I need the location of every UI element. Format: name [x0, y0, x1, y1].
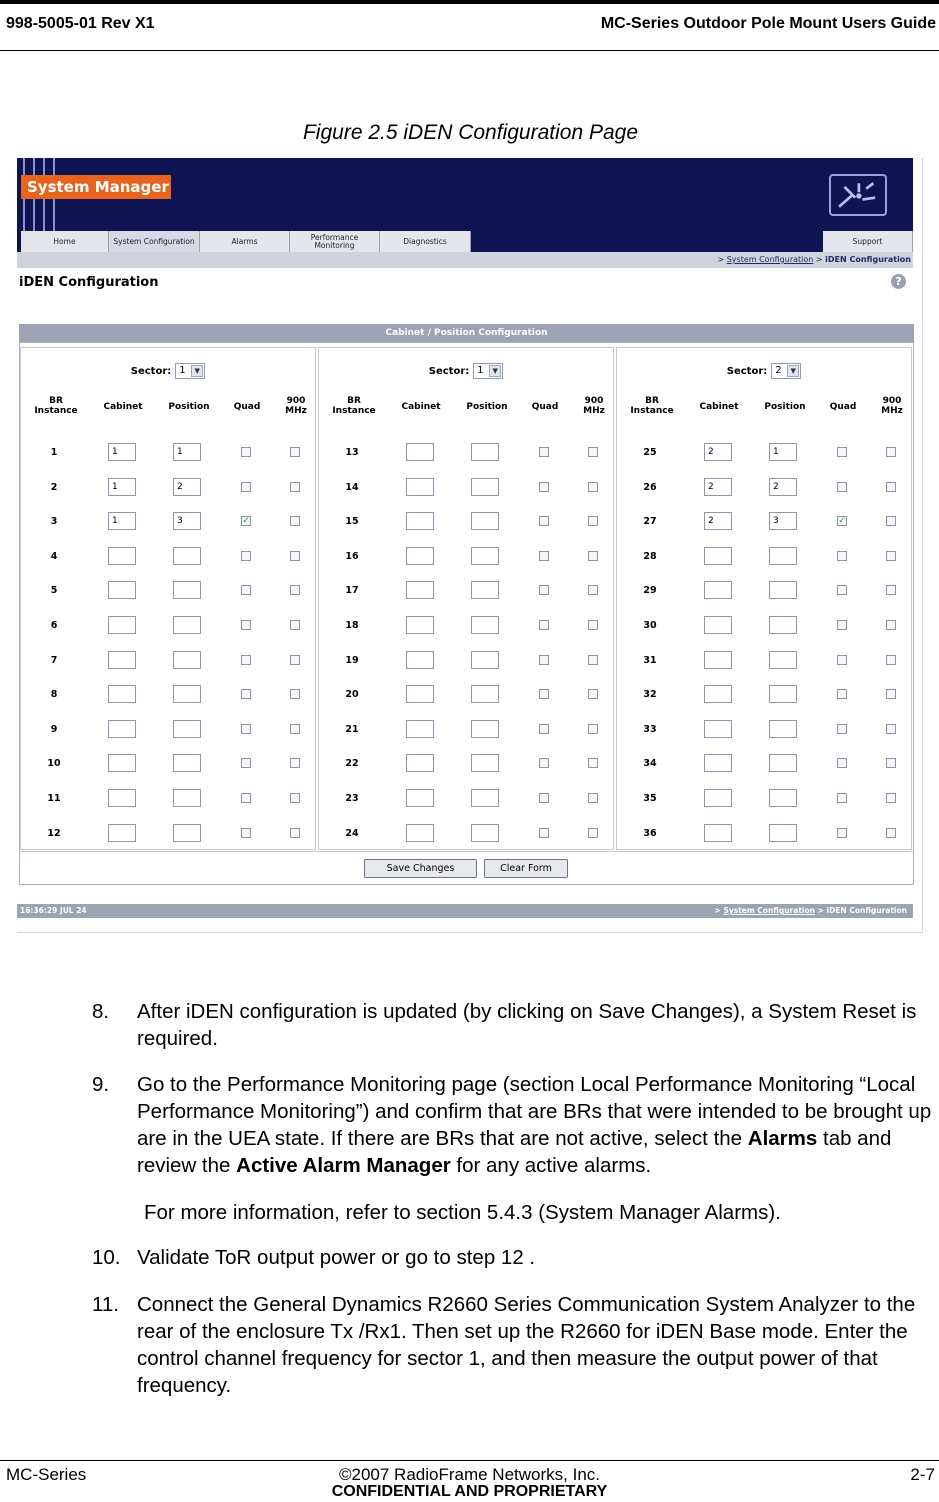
quad-checkbox[interactable]	[241, 551, 251, 561]
quad-checkbox[interactable]	[539, 793, 549, 803]
br-instance-number: 2	[50, 481, 58, 493]
cabinet-input[interactable]	[704, 685, 732, 703]
quad-checkbox[interactable]	[837, 655, 847, 665]
900-mhz-checkbox[interactable]	[588, 793, 598, 803]
cabinet-input[interactable]	[406, 581, 434, 599]
step-text-part: tab and review the	[137, 1127, 892, 1177]
chevron-down-icon: ▼	[787, 365, 799, 377]
quad-checkbox[interactable]	[539, 482, 549, 492]
sector-header-1	[20, 347, 316, 433]
quad-checkbox[interactable]	[241, 585, 251, 595]
quad-checkbox[interactable]: ✓	[838, 516, 846, 527]
column-header-position: Position	[168, 402, 210, 412]
br-instance-number: 9	[50, 723, 58, 735]
position-input[interactable]	[471, 478, 499, 496]
900-mhz-checkbox[interactable]	[290, 758, 300, 768]
column-header-quad: Quad	[531, 402, 559, 412]
breadcrumb: > System Configuration > iDEN Configuration	[17, 252, 913, 268]
help-icon[interactable]: ?	[891, 274, 906, 289]
position-input[interactable]	[769, 581, 797, 599]
config-panel	[19, 342, 914, 885]
quad-checkbox[interactable]	[837, 551, 847, 561]
900-mhz-checkbox[interactable]	[886, 447, 896, 457]
sector-select[interactable]: 1 ▼	[175, 363, 205, 379]
doc-id: 998-5005-01 Rev X1	[6, 15, 155, 32]
br-instance-number: 14	[345, 481, 359, 493]
position-input[interactable]	[173, 616, 201, 634]
quad-checkbox[interactable]	[837, 482, 847, 492]
quad-checkbox[interactable]	[837, 793, 847, 803]
quad-checkbox[interactable]	[539, 516, 549, 526]
column-header-br-instance: BR Instance	[34, 396, 78, 416]
sector-label: Sector: 1 ▼	[319, 363, 613, 379]
quad-checkbox[interactable]	[837, 620, 847, 630]
column-header-position: Position	[466, 402, 508, 412]
tab-diagnostics[interactable]: Diagnostics	[380, 231, 471, 252]
step-text-part: Go to the Performance Monitoring page (section Local Performance Monitoring “Local Performance Monitoring”) and confirm that are BRs that were intended to be brought up are in the UEA state. If there are BRs that are not active, select the	[137, 1073, 932, 1150]
br-instance-number: 34	[643, 758, 657, 770]
position-input[interactable]	[471, 581, 499, 599]
900-mhz-checkbox[interactable]	[290, 655, 300, 665]
footer-confidential: CONFIDENTIAL AND PROPRIETARY	[331, 1483, 608, 1500]
900-mhz-checkbox[interactable]	[290, 620, 300, 630]
position-input[interactable]	[173, 581, 201, 599]
quad-checkbox[interactable]	[241, 620, 251, 630]
position-input[interactable]	[471, 720, 499, 738]
quad-checkbox[interactable]	[241, 689, 251, 699]
header-rule	[0, 50, 939, 51]
900-mhz-checkbox[interactable]	[588, 447, 598, 457]
tab-performance-monitoring[interactable]: Performance Monitoring	[290, 231, 380, 252]
position-input[interactable]: 2	[769, 478, 797, 496]
900-mhz-checkbox[interactable]	[886, 758, 896, 768]
cabinet-input[interactable]	[406, 789, 434, 807]
footer-rule	[0, 1460, 939, 1461]
cabinet-input[interactable]	[704, 824, 732, 842]
sector-select[interactable]: 2 ▼	[771, 363, 801, 379]
900-mhz-checkbox[interactable]	[290, 516, 300, 526]
position-input[interactable]	[471, 789, 499, 807]
br-instance-number: 8	[50, 689, 58, 701]
br-instance-number: 28	[643, 550, 657, 562]
quad-checkbox[interactable]	[837, 689, 847, 699]
save-changes-button[interactable]: Save Changes	[364, 859, 477, 878]
app-banner	[17, 158, 913, 231]
cabinet-input[interactable]	[406, 616, 434, 634]
note-text: For more information, refer to section 5.4.3 (System Manager Alarms).	[144, 1201, 781, 1224]
br-instance-number: 30	[643, 620, 657, 631]
900-mhz-checkbox[interactable]	[290, 447, 300, 457]
breadcrumb-current: iDEN Configuration	[825, 255, 911, 264]
position-input[interactable]	[173, 685, 201, 703]
status-timestamp: 16:36:29 JUL 24	[20, 906, 87, 915]
figure-caption: Figure 2.5 iDEN Configuration Page	[302, 121, 638, 144]
position-input[interactable]: 2	[173, 478, 201, 496]
column-header-position: Position	[764, 402, 806, 412]
900-mhz-checkbox[interactable]	[886, 585, 896, 595]
br-instance-number: 4	[50, 550, 58, 562]
clear-form-button[interactable]: Clear Form	[484, 859, 568, 878]
900-mhz-checkbox[interactable]	[886, 551, 896, 561]
status-breadcrumb: > System Configuration > iDEN Configuration	[714, 906, 907, 915]
cabinet-input[interactable]: 2	[704, 512, 732, 530]
quad-checkbox[interactable]: ✓	[242, 516, 250, 527]
screenshot	[17, 158, 923, 933]
cabinet-input[interactable]	[108, 616, 136, 634]
br-instance-number: 33	[643, 723, 657, 735]
br-instance-number: 25	[643, 447, 657, 458]
column-header-br-instance: BR Instance	[332, 396, 376, 416]
cabinet-input[interactable]	[406, 651, 434, 669]
cabinet-input[interactable]: 1	[108, 443, 136, 461]
nav-tabs	[17, 231, 913, 252]
900-mhz-checkbox[interactable]	[886, 482, 896, 492]
position-input[interactable]	[471, 443, 499, 461]
tab-system-configuration[interactable]: System Configuration	[109, 231, 200, 252]
position-input[interactable]	[769, 685, 797, 703]
position-input[interactable]	[471, 512, 499, 530]
step-10-text	[137, 1244, 937, 1271]
cabinet-input[interactable]: 1	[108, 512, 136, 530]
position-input[interactable]	[471, 651, 499, 669]
br-instance-number: 24	[345, 827, 359, 839]
position-input[interactable]	[769, 824, 797, 842]
br-instance-number: 31	[643, 654, 657, 666]
footer-left: MC-Series	[6, 1465, 87, 1484]
position-input[interactable]	[769, 616, 797, 634]
br-instance-number: 21	[345, 723, 359, 735]
900-mhz-checkbox[interactable]	[588, 585, 598, 595]
quad-checkbox[interactable]	[241, 724, 251, 734]
step-8-text	[137, 998, 937, 1052]
column-header-quad: Quad	[829, 402, 857, 412]
step-text-part: Validate ToR output power or go to step 12 .	[137, 1246, 536, 1269]
column-header-900-mhz: 900 MHz	[583, 396, 605, 416]
900-mhz-checkbox[interactable]	[886, 516, 896, 526]
step-text-part: Alarms	[747, 1127, 818, 1150]
sector-header-2	[318, 347, 614, 433]
900-mhz-checkbox[interactable]	[290, 585, 300, 595]
quad-checkbox[interactable]	[539, 655, 549, 665]
column-header-br-instance: BR Instance	[630, 396, 674, 416]
position-input[interactable]	[769, 651, 797, 669]
cabinet-input[interactable]	[704, 581, 732, 599]
br-instance-number: 19	[345, 654, 359, 666]
cabinet-input[interactable]	[406, 824, 434, 842]
quad-checkbox[interactable]	[539, 551, 549, 561]
br-instance-number: 15	[345, 516, 359, 528]
position-input[interactable]	[173, 547, 201, 565]
sector-body-3	[616, 433, 912, 850]
quad-checkbox[interactable]	[241, 482, 251, 492]
position-input[interactable]	[769, 789, 797, 807]
br-instance-number: 32	[643, 689, 657, 701]
button-row	[19, 851, 914, 885]
sector-label: Sector: 2 ▼	[617, 363, 911, 379]
quad-checkbox[interactable]	[539, 724, 549, 734]
position-input[interactable]: 3	[769, 512, 797, 530]
br-instance-number: 35	[643, 793, 657, 804]
cabinet-input[interactable]	[108, 685, 136, 703]
900-mhz-checkbox[interactable]	[290, 828, 300, 838]
cabinet-input[interactable]	[108, 581, 136, 599]
position-input[interactable]	[173, 754, 201, 772]
cabinet-input[interactable]	[704, 651, 732, 669]
sector-label: Sector: 1 ▼	[21, 363, 315, 379]
br-instance-number: 10	[47, 758, 61, 770]
900-mhz-checkbox[interactable]	[588, 551, 598, 561]
quad-checkbox[interactable]	[241, 758, 251, 768]
900-mhz-checkbox[interactable]	[290, 724, 300, 734]
step-text-part: Connect the General Dynamics R2660 Series Communication System Analyzer to the rear of the enclosure Tx /Rx1. Then set up the R2660 for iDEN Base mode. Enter the control channel frequency for sector 1, and then measure the output power of that frequency.	[137, 1293, 916, 1397]
900-mhz-checkbox[interactable]	[588, 724, 598, 734]
position-input[interactable]	[471, 547, 499, 565]
cabinet-input[interactable]	[704, 616, 732, 634]
br-instance-number: 17	[345, 585, 359, 597]
column-header-cabinet: Cabinet	[103, 402, 143, 412]
status-bar	[17, 904, 913, 918]
position-input[interactable]	[173, 651, 201, 669]
column-header-900-mhz: 900 MHz	[881, 396, 903, 416]
position-input[interactable]	[471, 616, 499, 634]
cabinet-input[interactable]	[108, 754, 136, 772]
section-title: Cabinet / Position Configuration	[19, 324, 914, 342]
cabinet-input[interactable]: 1	[108, 478, 136, 496]
step-text-part: for any active alarms.	[450, 1154, 652, 1177]
quad-checkbox[interactable]	[241, 828, 251, 838]
900-mhz-checkbox[interactable]	[886, 724, 896, 734]
900-mhz-checkbox[interactable]	[290, 689, 300, 699]
br-instance-number: 3	[50, 516, 58, 528]
br-instance-number: 20	[345, 689, 359, 701]
quad-checkbox[interactable]	[837, 758, 847, 768]
cabinet-input[interactable]	[108, 651, 136, 669]
position-input[interactable]	[173, 789, 201, 807]
page-title: iDEN Configuration	[19, 275, 159, 290]
br-instance-number: 16	[345, 550, 359, 562]
900-mhz-checkbox[interactable]	[588, 689, 598, 699]
page-number: 2-7	[910, 1465, 935, 1484]
cabinet-input[interactable]: 2	[704, 443, 732, 461]
br-instance-number: 36	[643, 827, 657, 839]
column-header-quad: Quad	[233, 402, 261, 412]
900-mhz-checkbox[interactable]	[886, 828, 896, 838]
cabinet-input[interactable]	[108, 789, 136, 807]
position-input[interactable]	[471, 754, 499, 772]
quad-checkbox[interactable]	[539, 758, 549, 768]
position-input[interactable]	[769, 754, 797, 772]
step-11-text	[137, 1291, 937, 1399]
br-instance-number: 12	[47, 827, 61, 839]
cabinet-input[interactable]	[406, 685, 434, 703]
tab-support[interactable]: Support	[823, 231, 913, 252]
cabinet-input[interactable]	[406, 512, 434, 530]
chevron-down-icon: ▼	[191, 365, 203, 377]
position-input[interactable]: 1	[173, 443, 201, 461]
900-mhz-checkbox[interactable]	[290, 793, 300, 803]
sector-body-1	[20, 433, 316, 850]
quad-checkbox[interactable]	[539, 620, 549, 630]
cabinet-input[interactable]	[108, 720, 136, 738]
900-mhz-checkbox[interactable]	[588, 655, 598, 665]
cabinet-input[interactable]	[704, 547, 732, 565]
quad-checkbox[interactable]	[539, 585, 549, 595]
900-mhz-checkbox[interactable]	[588, 828, 598, 838]
step-9-text	[137, 1071, 937, 1179]
position-input[interactable]	[471, 824, 499, 842]
cabinet-input[interactable]	[704, 720, 732, 738]
doc-title: MC-Series Outdoor Pole Mount Users Guide	[600, 15, 936, 32]
br-instance-number: 11	[47, 793, 61, 804]
br-instance-number: 18	[345, 620, 359, 631]
br-instance-number: 29	[643, 585, 657, 597]
900-mhz-checkbox[interactable]	[588, 758, 598, 768]
900-mhz-checkbox[interactable]	[886, 689, 896, 699]
br-instance-number: 7	[50, 654, 58, 666]
quad-checkbox[interactable]	[539, 689, 549, 699]
br-instance-number: 23	[345, 793, 359, 804]
column-header-900-mhz: 900 MHz	[285, 396, 307, 416]
quad-checkbox[interactable]	[837, 447, 847, 457]
quad-checkbox[interactable]	[837, 585, 847, 595]
br-instance-number: 27	[643, 516, 657, 528]
step-text-part: After iDEN configuration is updated (by clicking on Save Changes), a System Reset is required.	[137, 1000, 917, 1050]
column-header-cabinet: Cabinet	[699, 402, 739, 412]
900-mhz-checkbox[interactable]	[886, 655, 896, 665]
position-input[interactable]	[173, 824, 201, 842]
position-input[interactable]: 3	[173, 512, 201, 530]
cabinet-input[interactable]	[704, 754, 732, 772]
cabinet-input[interactable]	[406, 443, 434, 461]
br-instance-number: 1	[50, 447, 58, 458]
900-mhz-checkbox[interactable]	[886, 793, 896, 803]
column-header-cabinet: Cabinet	[401, 402, 441, 412]
breadcrumb-link-system-configuration[interactable]: System Configuration	[726, 255, 814, 264]
900-mhz-checkbox[interactable]	[886, 620, 896, 630]
radioframe-logo-icon	[829, 174, 887, 216]
quad-checkbox[interactable]	[539, 447, 549, 457]
position-input[interactable]	[769, 720, 797, 738]
cabinet-input[interactable]	[406, 720, 434, 738]
cabinet-input[interactable]	[704, 789, 732, 807]
sector-header-3	[616, 347, 912, 433]
quad-checkbox[interactable]	[241, 655, 251, 665]
cabinet-input[interactable]: 2	[704, 478, 732, 496]
br-instance-number: 22	[345, 758, 359, 770]
position-input[interactable]	[769, 547, 797, 565]
position-input[interactable]	[173, 720, 201, 738]
tab-alarms[interactable]: Alarms	[200, 231, 290, 252]
900-mhz-checkbox[interactable]	[588, 516, 598, 526]
900-mhz-checkbox[interactable]	[290, 482, 300, 492]
900-mhz-checkbox[interactable]	[290, 551, 300, 561]
footer-copyright: ©2007 RadioFrame Networks, Inc.	[338, 1465, 601, 1484]
step-text-part: Active Alarm Manager	[236, 1154, 451, 1177]
status-link-system-configuration[interactable]: System Configuration	[723, 906, 815, 915]
quad-checkbox[interactable]	[837, 828, 847, 838]
cabinet-input[interactable]	[406, 754, 434, 772]
900-mhz-checkbox[interactable]	[588, 620, 598, 630]
tab-home[interactable]: Home	[21, 231, 109, 252]
900-mhz-checkbox[interactable]	[588, 482, 598, 492]
br-instance-number: 6	[50, 620, 58, 631]
quad-checkbox[interactable]	[837, 724, 847, 734]
app-title-badge: System Manager	[21, 175, 171, 199]
header-top-rule	[0, 0, 939, 4]
quad-checkbox[interactable]	[241, 793, 251, 803]
br-instance-number: 13	[345, 447, 359, 458]
quad-checkbox[interactable]	[241, 447, 251, 457]
cabinet-input[interactable]	[108, 824, 136, 842]
position-input[interactable]: 1	[769, 443, 797, 461]
br-instance-number: 5	[50, 585, 58, 597]
sector-select[interactable]: 1 ▼	[473, 363, 503, 379]
quad-checkbox[interactable]	[539, 828, 549, 838]
cabinet-input[interactable]	[108, 547, 136, 565]
chevron-down-icon: ▼	[489, 365, 501, 377]
cabinet-input[interactable]	[406, 478, 434, 496]
sector-body-2	[318, 433, 614, 850]
br-instance-number: 26	[643, 481, 657, 493]
cabinet-input[interactable]	[406, 547, 434, 565]
position-input[interactable]	[471, 685, 499, 703]
